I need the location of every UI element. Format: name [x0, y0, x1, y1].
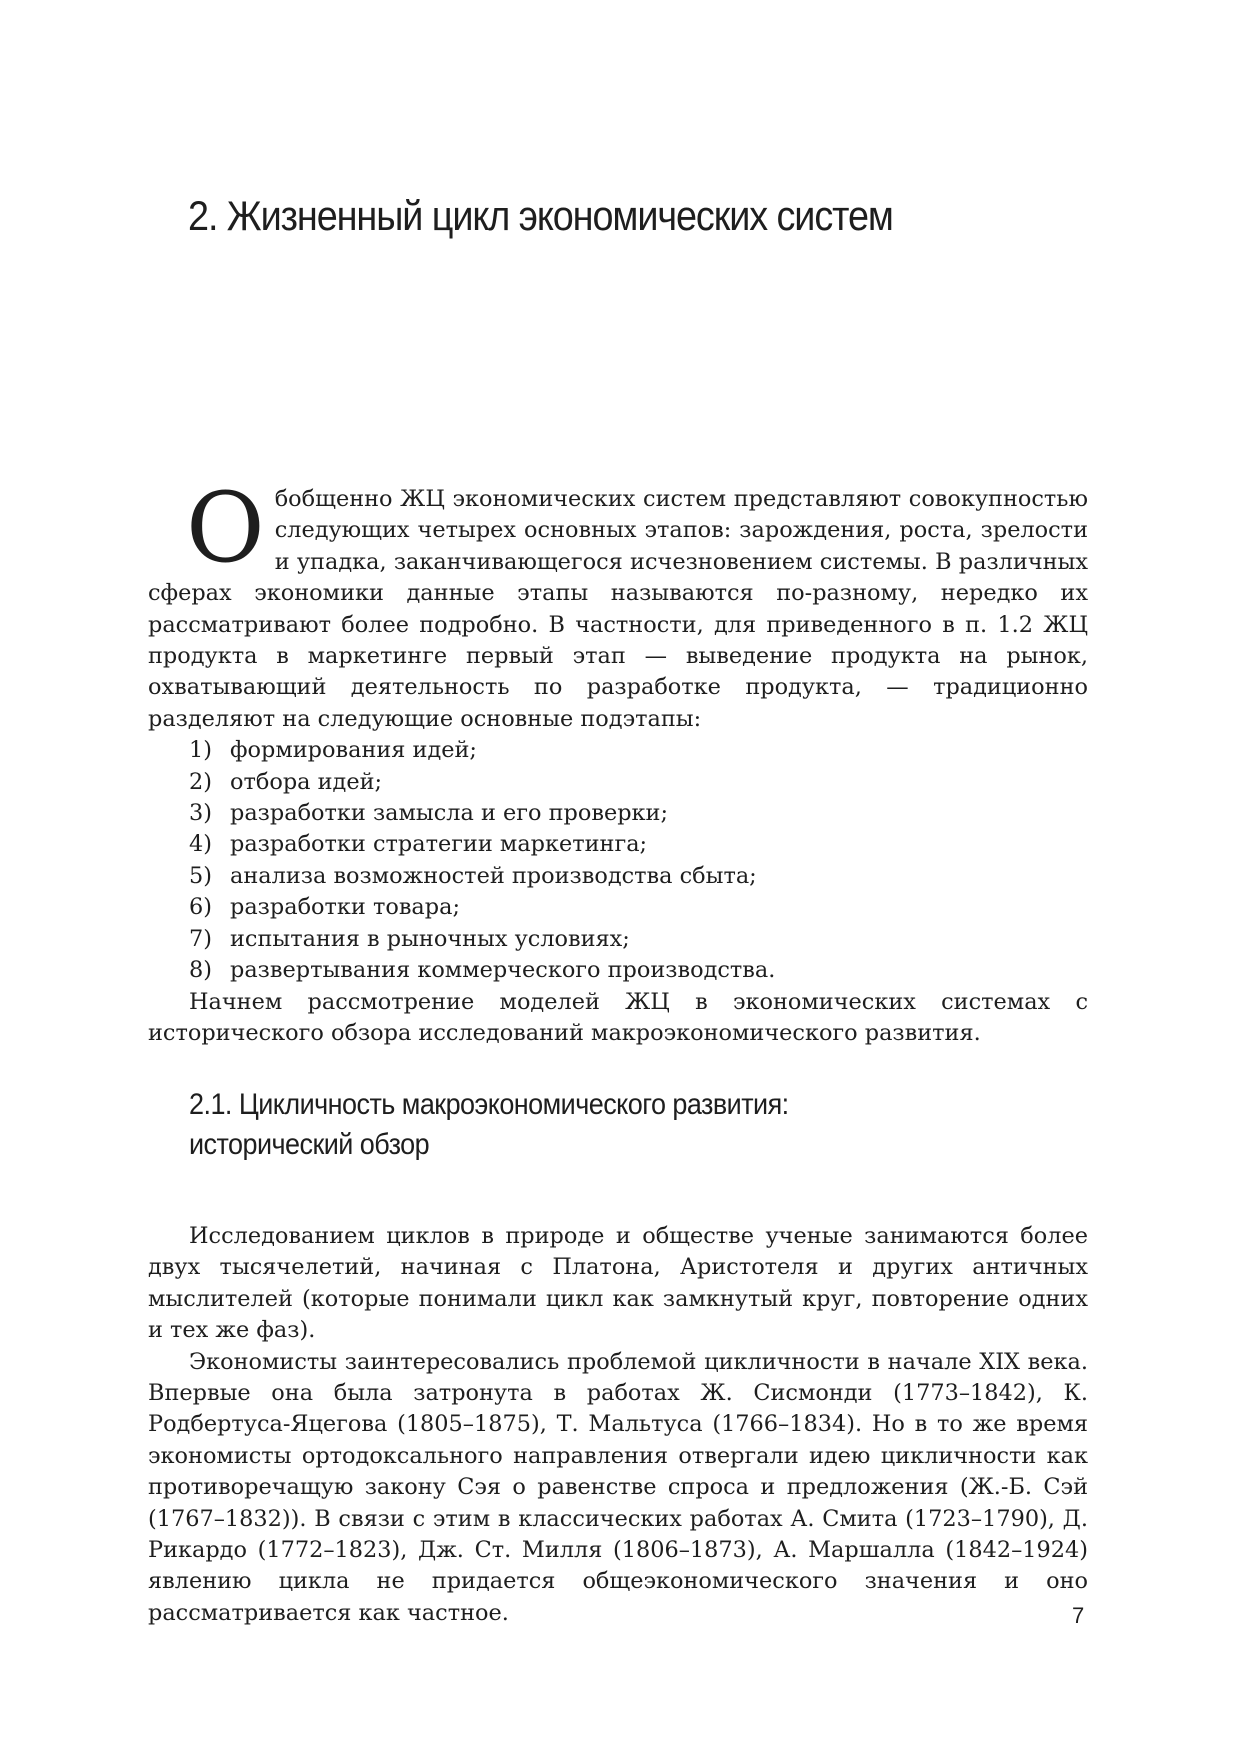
list-item-text: формирования идей; [230, 737, 477, 764]
chapter-title: 2. Жизненный цикл экономических систем [188, 192, 893, 239]
list-item [148, 735, 1088, 766]
list-item-text: разработки товара; [230, 894, 461, 921]
list-item-number: 4) [189, 831, 212, 858]
list-item-number: 8) [189, 957, 212, 984]
list-item-number: 6) [189, 894, 212, 921]
list-item [148, 767, 1088, 798]
section-title [189, 1085, 789, 1165]
list-item [148, 829, 1088, 860]
intro-paragraph [148, 472, 1088, 735]
intro-closing-paragraph: Начнем рассмотрение моделей ЖЦ в экономических системах с исторического обзора исследований макроэкономического развития. [148, 988, 1088, 1046]
list-item [148, 955, 1088, 986]
list-item-text: отбора идей; [230, 768, 383, 795]
list-item-number: 2) [189, 768, 212, 795]
drop-cap: О [186, 472, 265, 584]
section-paragraph-2: Экономисты заинтересовались проблемой цикличности в начале XIX века. Впервые она была затронута в работах Ж. Сисмонди (1773–1842), К. Родбертуса-Яцегова (1805–1875), Т. Мальтуса (1766–1834). Но в то же время экономисты ортодоксального направления отвергали идею цикличности как противоречащую закону Сэя о равенстве спроса и предложения (Ж.-Б. Сэй (1767–1832)). В связи с этим в классических работах А. Смита (1723–1790), Д. Рикардо (1772–1823), Дж. Ст. Милля (1806–1873), А. Маршалла (1842–1924) явлению цикла не придается общеэкономического значения и оно рассматривается как частное. [148, 1348, 1088, 1626]
section-body [148, 1221, 1088, 1629]
list-item [148, 861, 1088, 892]
page-number: 7 [1072, 1603, 1085, 1628]
list-item-text: развертывания коммерческого производства. [230, 957, 776, 984]
intro-paragraph-text: бобщенно ЖЦ экономических систем представляют совокупностью следующих четырех основных этапов: зарождения, роста, зрелости и упадка, заканчивающегося исчезновением системы. В различных сферах экономики данные этапы называются по-разному, нередко их рассматривают более подробно. В частности, для приведенного в п. 1.2 ЖЦ продукта в маркетинге первый этап — выведение продукта на рынок, охватывающий деятельность по разработке продукта, — традиционно разделяют на следующие основные подэтапы: [148, 486, 1088, 732]
list-item [148, 892, 1088, 923]
substage-list [148, 735, 1088, 986]
section-title-line-2: исторический обзор [189, 1128, 430, 1161]
intro-block [148, 472, 1088, 1049]
list-item-text: испытания в рыночных условиях; [230, 925, 630, 952]
list-item-text: разработки стратегии маркетинга; [230, 831, 648, 858]
list-item [148, 798, 1088, 829]
list-item-number: 5) [189, 862, 212, 889]
list-item-number: 1) [189, 737, 212, 764]
list-item [148, 924, 1088, 955]
list-item-text: разработки замысла и его проверки; [230, 800, 668, 827]
section-paragraph-1: Исследованием циклов в природе и обществе ученые занимаются более двух тысячелетий, начиная с Платона, Аристотеля и других античных мыслителей (которые понимали цикл как замкнутый круг, повторение одних и тех же фаз). [148, 1223, 1088, 1344]
section-title-line-1: 2.1. Цикличность макроэкономического развития: [189, 1088, 789, 1121]
list-item-number: 3) [189, 800, 212, 827]
list-item-text: анализа возможностей производства сбыта; [230, 862, 757, 889]
list-item-number: 7) [189, 925, 212, 952]
